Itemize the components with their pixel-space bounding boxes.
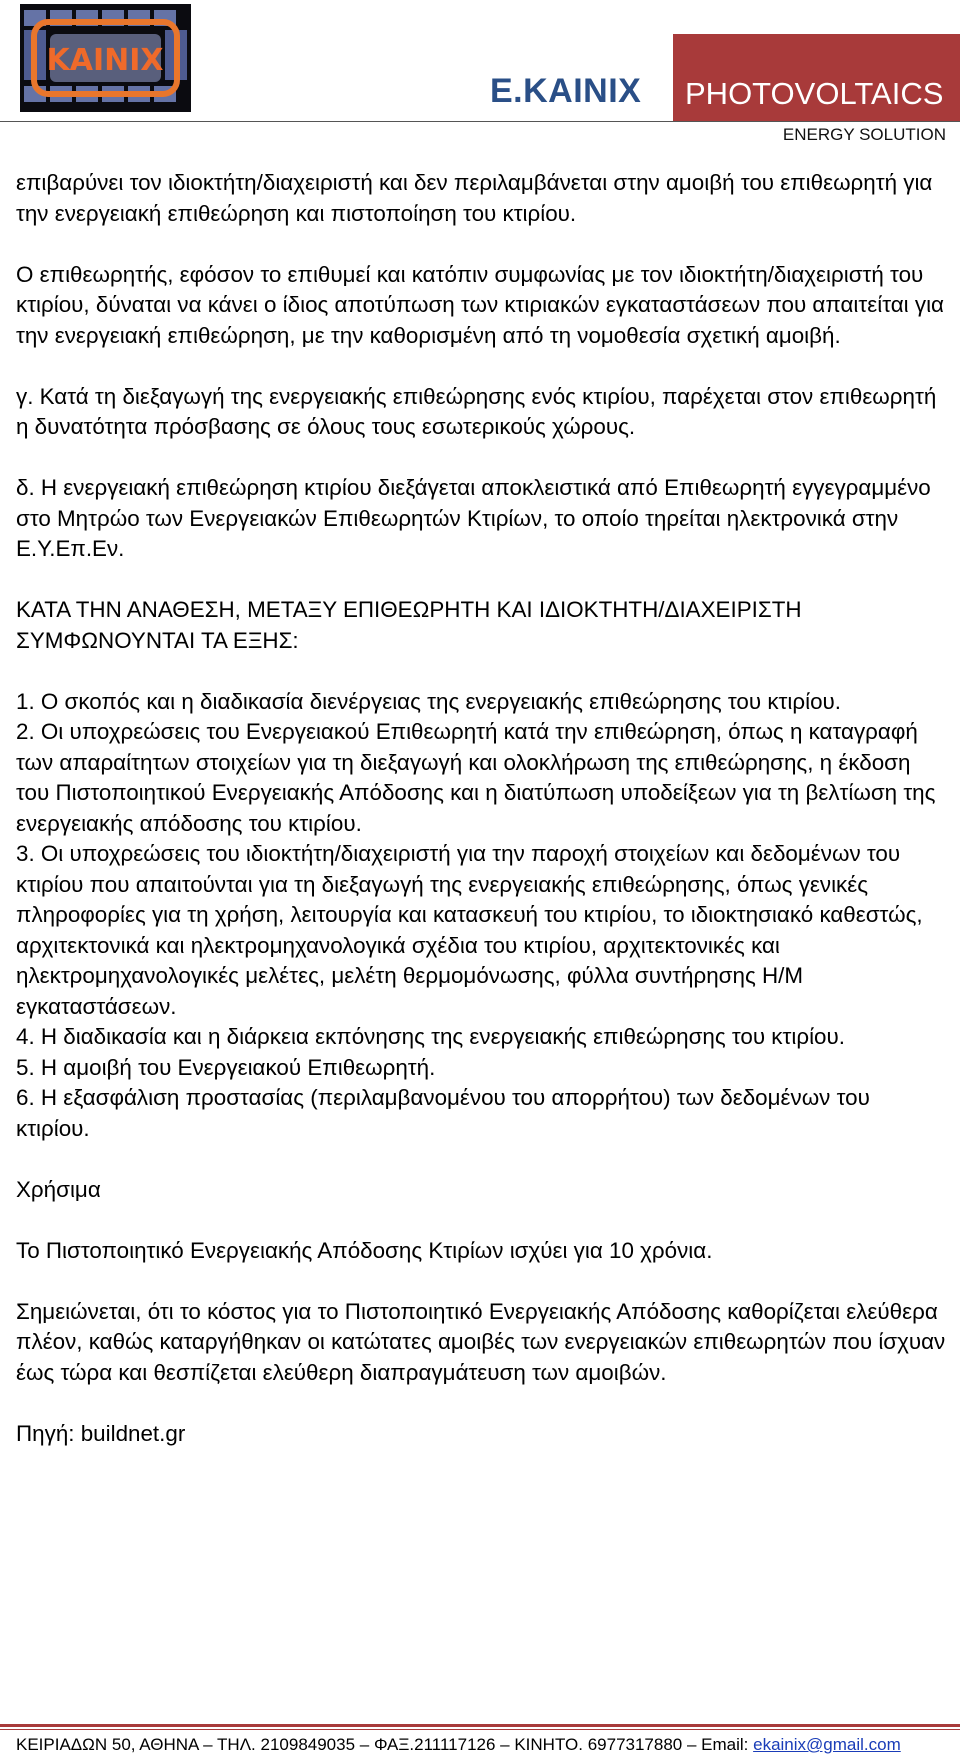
footer-divider	[0, 1724, 960, 1727]
tagline: ENERGY SOLUTION	[782, 125, 946, 144]
list-item: 2. Οι υποχρεώσεις του Ενεργειακού Επιθεωρητή κατά την επιθεώρηση, όπως η καταγραφή των απαραίτητων στοιχείων για τη διεξαγωγή και ολοκλήρωση της επιθεώρησης, η έκδοση του Πιστοποιητικού Ενεργειακής Απόδοσης και η διατύπωση υποδείξεων για τη βελτίωση της ενεργειακής απόδοσης του κτιρίου.	[16, 719, 936, 836]
footer-contact	[16, 1735, 901, 1755]
paragraph-cost-note: Σημειώνεται, ότι το κόστος για το Πιστοποιητικό Ενεργειακής Απόδοσης καθορίζεται ελεύθερα πλέον, καθώς καταργήθηκαν οι κατώτατες αμοιβές των ενεργειακών επιθεωρητών που ίσχυαν έως τώρα και θεσπίζεται ελεύθερη διαπραγμάτευση των αμοιβών.	[16, 1298, 946, 1385]
brand-product: PHOTOVOLTAICS	[685, 76, 944, 111]
useful-heading: Χρήσιμα	[16, 1176, 101, 1202]
company-logo	[20, 4, 191, 112]
paragraph-owner-cost: επιβαρύνει τον ιδιοκτήτη/διαχειριστή και δεν περιλαμβάνεται στην αμοιβή του επιθεωρητή για την ενεργειακή επιθεώρηση και πιστοποίηση του κτιρίου.	[16, 170, 933, 226]
paragraph-inspector-survey: Ο επιθεωρητής, εφόσον το επιθυμεί και κατόπιν συμφωνίας με τον ιδιοκτήτη/διαχειριστή του κτιρίου, δύναται να κάνει ο ίδιος αποτύπωση των κτιριακών εγκαταστάσεων που απαιτείται για την ενεργειακή επιθεώρηση, με την καθορισμένη από τη νομοθεσία σχετική αμοιβή.	[16, 261, 944, 348]
list-item: 4. Η διαδικασία και η διάρκεια εκπόνησης της ενεργειακής επιθεώρησης του κτιρίου.	[16, 1024, 845, 1049]
footer-contact-text: ΚΕΙΡΙΑΔΩΝ 50, ΑΘΗΝΑ – ΤΗΛ. 2109849035 – ΦΑΞ.211117126 – ΚΙΝΗΤΟ. 6977317880 – Email:	[16, 1735, 754, 1754]
list-item: 5. Η αμοιβή του Ενεργειακού Επιθεωρητή.	[16, 1054, 436, 1080]
logo-text: ΚΑΙΝΙΧ	[46, 43, 164, 78]
header-divider	[0, 121, 960, 122]
paragraph-registry: δ. Η ενεργειακή επιθεώρηση κτιρίου διεξάγεται αποκλειστικά από Επιθεωρητή εγγεγραμμένο στο Μητρώο των Ενεργειακών Επιθεωρητών Κτιρίων, το οποίο τηρείται ηλεκτρονικά στην Ε.Υ.Επ.Εν.	[16, 475, 931, 561]
document-body	[16, 168, 946, 1480]
brand-product-box	[673, 34, 960, 122]
footer-email-link[interactable]: ekainix@gmail.com	[753, 1735, 901, 1754]
brand-name: E.KAINIX	[490, 72, 642, 110]
source-line: Πηγή: buildnet.gr	[16, 1420, 186, 1446]
list-item: 6. Η εξασφάλιση προστασίας (περιλαμβανομένου του απορρήτου) των δεδομένων του κτιρίου.	[16, 1085, 870, 1141]
agreement-list	[16, 687, 946, 1145]
footer-divider-thin	[0, 1729, 960, 1730]
paragraph-access: γ. Κατά τη διεξαγωγή της ενεργειακής επιθεώρησης ενός κτιρίου, παρέχεται στον επιθεωρητή η δυνατότητα πρόσβασης σε όλους τους εσωτερικούς χώρους.	[16, 383, 937, 439]
agreement-heading: ΚΑΤΑ ΤΗΝ ΑΝΑΘΕΣΗ, ΜΕΤΑΞΥ ΕΠΙΘΕΩΡΗΤΗ ΚΑΙ ΙΔΙΟΚΤΗΤΗ/ΔΙΑΧΕΙΡΙΣΤΗ ΣΥΜΦΩΝΟΥΝΤΑΙ ΤΑ ΕΞΗΣ:	[16, 597, 802, 653]
list-item: 3. Οι υποχρεώσεις του ιδιοκτήτη/διαχειριστή για την παροχή στοιχείων και δεδομένων του κτιρίου που απαιτούνται για τη διεξαγωγή της ενεργειακής επιθεώρησης, όπως γενικές πληροφορίες για τη χρήση, λειτουργία και κατασκευή του κτιρίου, το ιδιοκτησιακό καθεστώς, αρχιτεκτονικά και ηλεκτρομηχανολογικά σχέδια του κτιρίου, αρχιτεκτονικές και ηλεκτρομηχανολογικές μελέτες, μελέτη θερμομόνωσης, φύλλα συντήρησης Η/Μ εγκαταστάσεων.	[16, 841, 923, 1019]
paragraph-validity: Το Πιστοποιητικό Ενεργειακής Απόδοσης Κτιρίων ισχύει για 10 χρόνια.	[16, 1237, 713, 1263]
list-item: 1. Ο σκοπός και η διαδικασία διενέργειας της ενεργειακής επιθεώρησης του κτιρίου.	[16, 688, 841, 714]
